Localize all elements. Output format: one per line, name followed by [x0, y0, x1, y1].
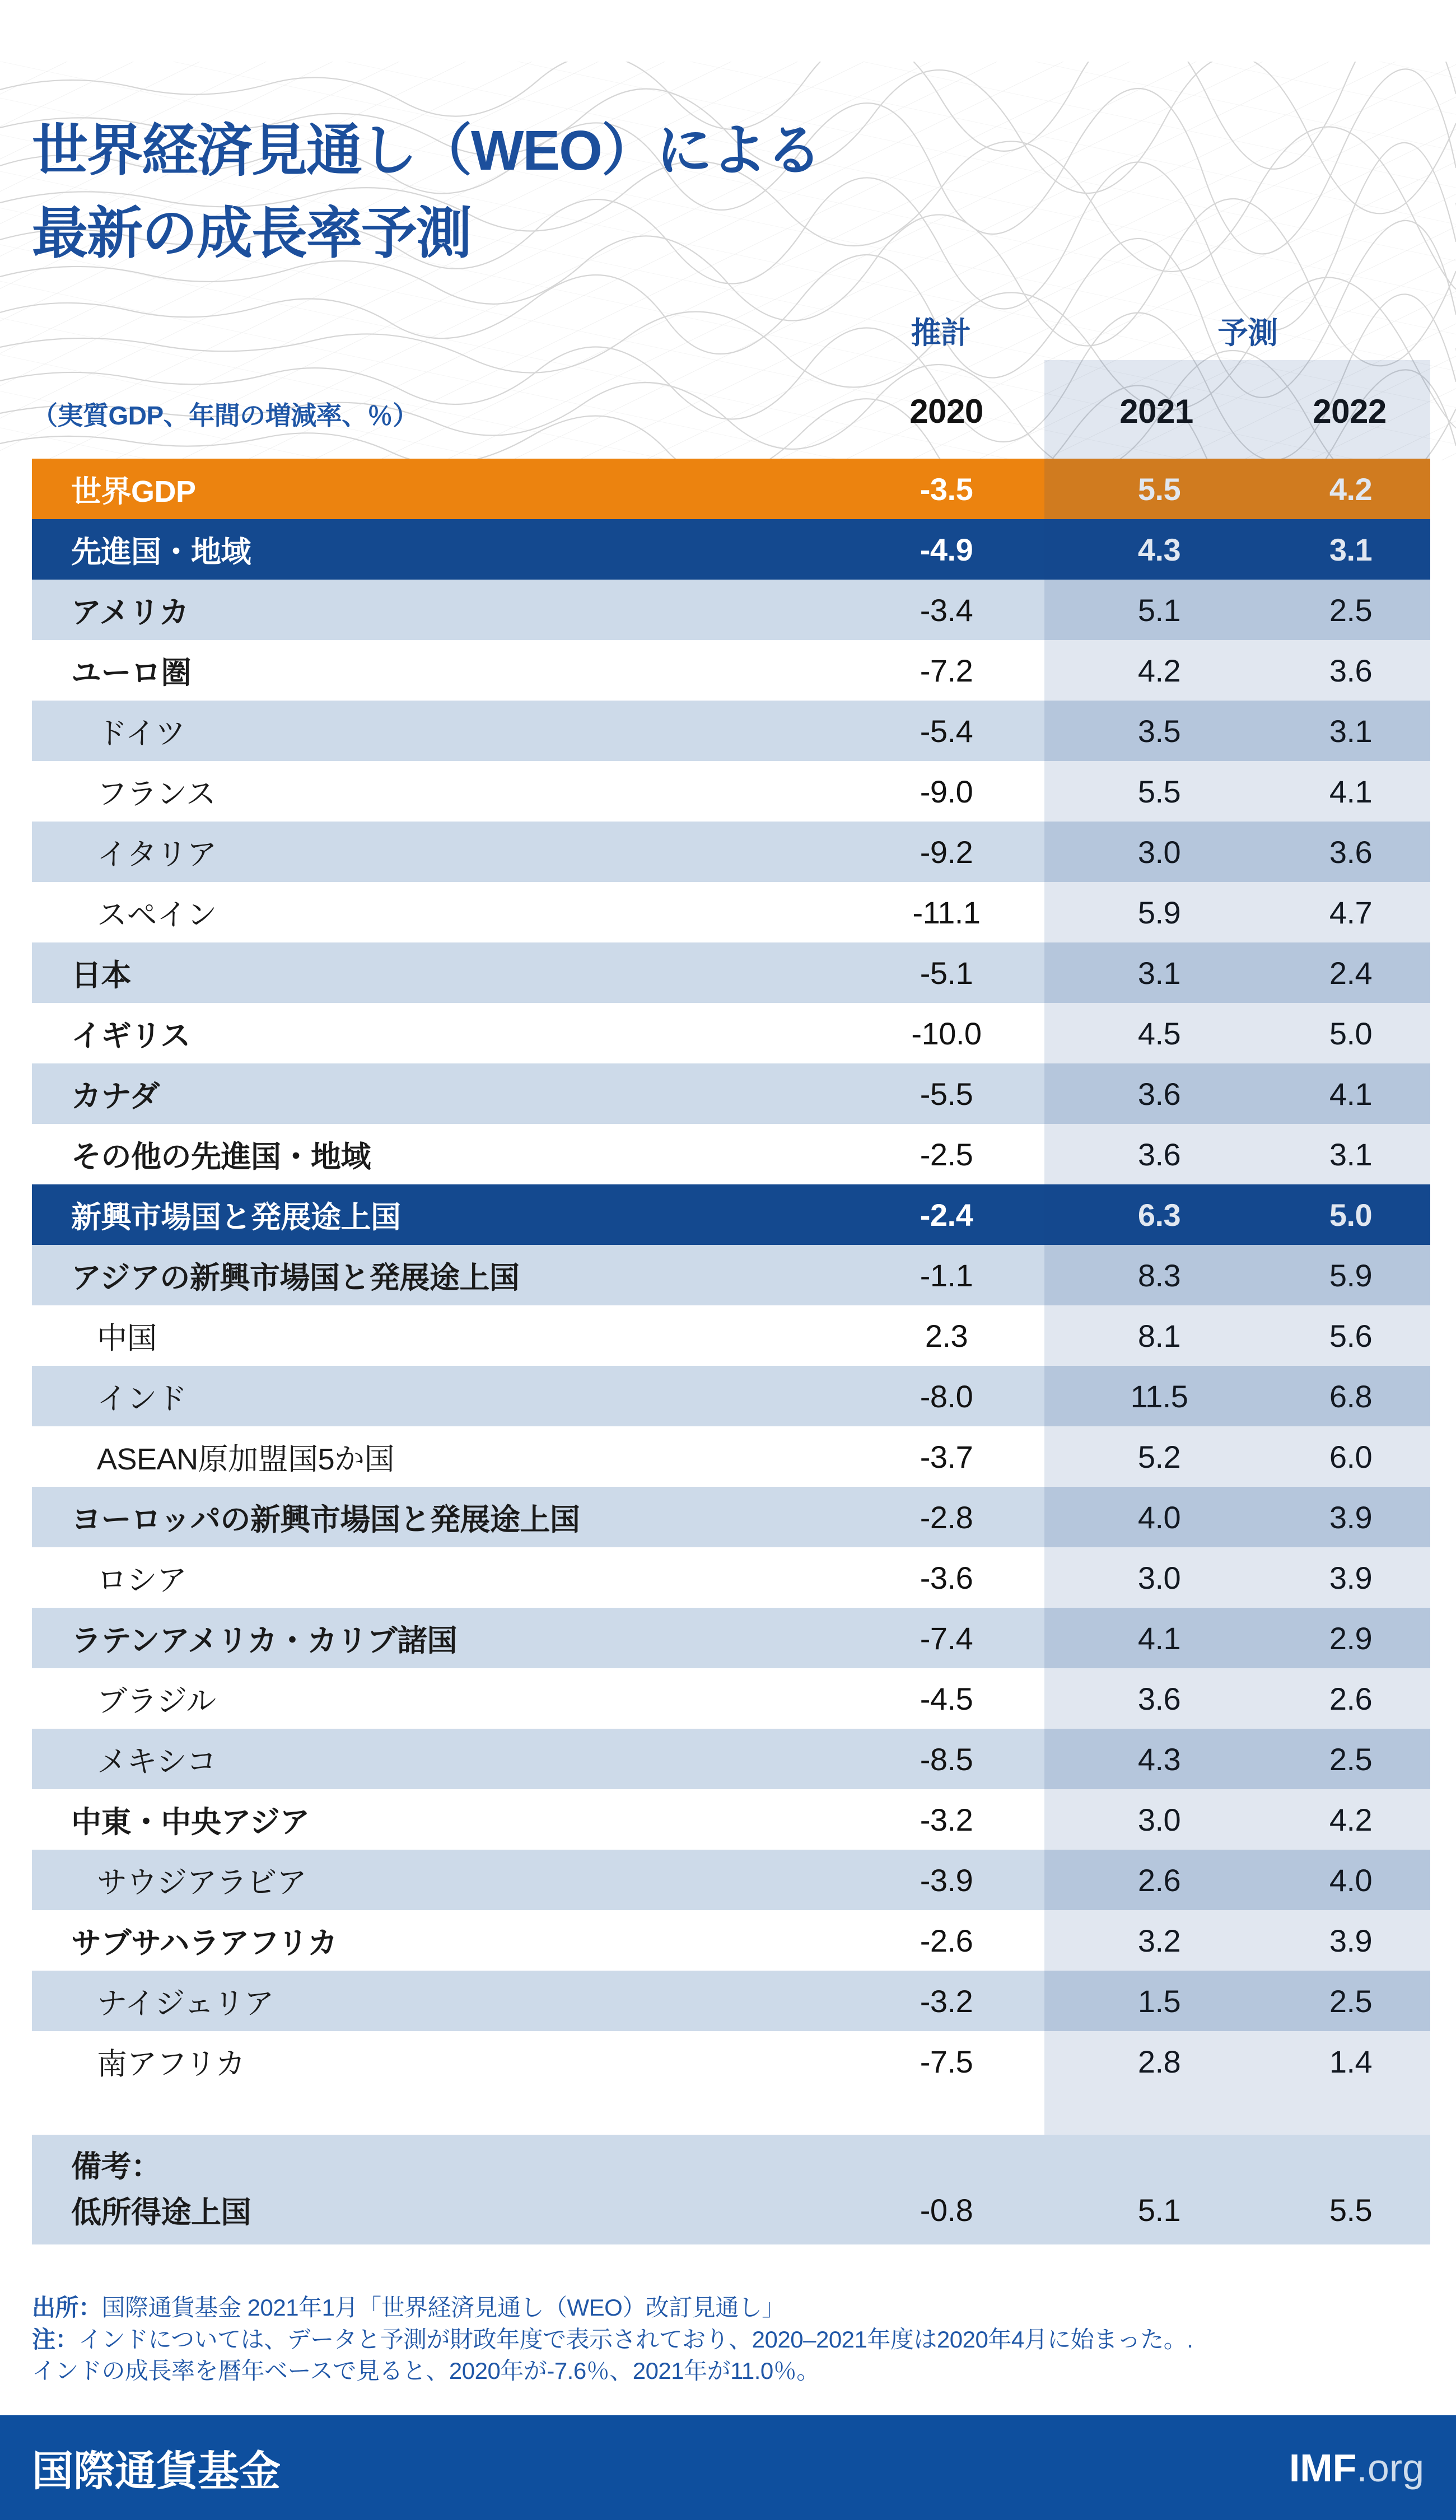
- row-value-2020: -8.5: [920, 1741, 973, 1777]
- row-value-2022: 2.5: [1329, 1741, 1373, 1777]
- row-value-2021: 8.1: [1137, 1318, 1181, 1354]
- table-row: [32, 1789, 1430, 1850]
- table-row: [32, 1547, 1430, 1608]
- row-value-2020: 2.3: [925, 1318, 968, 1354]
- row-value-2022: 6.0: [1329, 1439, 1373, 1474]
- row-value-2020: -3.2: [920, 1802, 973, 1837]
- row-value-2022: 4.0: [1329, 1862, 1373, 1898]
- row-value-2020: -3.5: [920, 471, 973, 507]
- row-value-2020: -5.5: [920, 1076, 973, 1112]
- row-value-2021: 3.5: [1137, 713, 1181, 749]
- footnote-line2: インドの成長率を暦年ベースで見ると、2020年が-7.6％、2021年が11.0％。: [32, 2358, 820, 2384]
- row-value-2020: -7.5: [920, 2043, 973, 2079]
- row-value-2020: -2.4: [920, 1197, 973, 1233]
- row-value-2020: -11.1: [912, 894, 981, 930]
- row-value-2021: 3.1: [1137, 955, 1181, 991]
- row-value-2021: 5.2: [1137, 1439, 1181, 1474]
- row-label: アジアの新興市場国と発展途上国: [71, 1261, 520, 1295]
- page-title: [32, 109, 821, 275]
- footer-bar: [0, 2415, 1456, 2520]
- row-value-2021: 2.6: [1137, 1862, 1181, 1898]
- row-value-2022: 2.5: [1329, 1983, 1373, 2019]
- table-row: [32, 1971, 1430, 2031]
- row-value-2020: -0.8: [920, 2192, 973, 2228]
- row-label: イタリア: [97, 837, 217, 871]
- table-row: [32, 1063, 1430, 1124]
- row-label: サウジアラビア: [97, 1865, 307, 1900]
- table-row: [32, 1366, 1430, 1426]
- unit-note: （実質GDP、年間の増減率、％）: [32, 401, 418, 430]
- row-value-2022: 5.9: [1329, 1257, 1373, 1293]
- brand-imf: IMF: [1289, 2446, 1357, 2490]
- row-value-2022: 3.1: [1329, 713, 1373, 749]
- row-label: アメリカ: [71, 595, 189, 629]
- row-label: ASEAN原加盟国5か国: [97, 1442, 395, 1476]
- source-text: 国際通貨基金 2021年1月「世界経済見通し（WEO）改訂見通し」: [101, 2294, 785, 2321]
- column-group-estimate-label: 推計: [911, 316, 971, 350]
- row-value-2020: -2.8: [920, 1499, 973, 1535]
- india-footnote: [32, 2324, 1421, 2387]
- row-value-2022: 5.0: [1329, 1015, 1373, 1051]
- row-label: フランス: [97, 777, 216, 811]
- row-value-2021: 4.3: [1137, 1741, 1181, 1777]
- row-value-2020: -7.4: [920, 1620, 973, 1656]
- row-label: ドイツ: [97, 716, 185, 750]
- row-value-2022: 5.6: [1329, 1318, 1373, 1354]
- row-value-2022: 5.5: [1329, 2192, 1373, 2228]
- row-value-2021: 1.5: [1137, 1983, 1181, 2019]
- row-value-2021: 3.0: [1137, 834, 1181, 870]
- row-value-2022: 3.1: [1329, 531, 1373, 567]
- row-value-2021: 4.3: [1137, 531, 1181, 567]
- row-value-2021: 11.5: [1130, 1378, 1188, 1414]
- row-value-2022: 2.9: [1329, 1620, 1373, 1656]
- row-value-2020: -5.1: [920, 955, 973, 991]
- table-row: [32, 701, 1430, 761]
- row-value-2022: 2.6: [1329, 1681, 1373, 1716]
- table-row: [32, 459, 1430, 519]
- row-label: 中国: [97, 1321, 157, 1355]
- table-row: [32, 580, 1430, 640]
- row-label: 南アフリカ: [97, 2047, 245, 2081]
- row-value-2021: 3.6: [1137, 1136, 1181, 1172]
- row-value-2022: 4.1: [1329, 1076, 1373, 1112]
- table-row: [32, 1305, 1430, 1366]
- row-label: その他の先進国・地域: [71, 1140, 371, 1174]
- table-rows: [32, 459, 1430, 2092]
- row-value-2021: 5.5: [1137, 773, 1181, 809]
- row-value-2021: 4.0: [1137, 1499, 1181, 1535]
- row-value-2021: 2.8: [1137, 2043, 1181, 2079]
- row-value-2020: -7.2: [920, 652, 973, 688]
- row-label: イギリス: [71, 1019, 190, 1053]
- row-label: 世界GDP: [71, 474, 196, 508]
- row-value-2020: -2.5: [920, 1136, 973, 1172]
- row-value-2020: -3.2: [920, 1983, 973, 2019]
- row-value-2022: 3.9: [1329, 1499, 1373, 1535]
- table-row: [32, 1729, 1430, 1789]
- row-value-2022: 3.6: [1329, 652, 1373, 688]
- row-value-2020: -4.5: [920, 1681, 973, 1716]
- table-row: [32, 1910, 1430, 1971]
- table-row: [32, 1850, 1430, 1910]
- row-value-2020: -1.1: [920, 1257, 973, 1293]
- row-label: メキシコ: [97, 1744, 217, 1779]
- imf-org-name: 国際通貨基金: [32, 2447, 281, 2494]
- row-value-2021: 5.9: [1137, 894, 1181, 930]
- footnote-label: 注：: [32, 2326, 79, 2353]
- column-header-2022: 2022: [1313, 393, 1387, 430]
- row-label: ヨーロッパの新興市場国と発展途上国: [71, 1502, 580, 1537]
- row-label: 新興市場国と発展途上国: [71, 1200, 401, 1234]
- imf-org-brand: [1289, 2446, 1424, 2490]
- row-value-2021: 4.1: [1137, 1620, 1181, 1656]
- column-group-forecast-label: 予測: [1217, 316, 1278, 350]
- row-value-2022: 6.8: [1329, 1378, 1373, 1414]
- brand-org-suffix: .org: [1356, 2446, 1424, 2490]
- row-label: 中東・中央アジア: [71, 1805, 310, 1839]
- row-label: カナダ: [71, 1079, 160, 1113]
- table-row: [32, 822, 1430, 882]
- row-value-2020: -9.0: [920, 773, 973, 809]
- row-value-2020: -3.7: [920, 1439, 973, 1474]
- row-value-2021: 5.1: [1137, 592, 1181, 628]
- row-value-2022: 4.2: [1329, 1802, 1373, 1837]
- row-value-2022: 3.9: [1329, 1922, 1373, 1958]
- table-row: [32, 1184, 1430, 1245]
- table-row: [32, 1245, 1430, 1305]
- row-value-2020: -4.9: [920, 531, 973, 567]
- source-note: [32, 2289, 785, 2323]
- row-value-2021: 6.3: [1137, 1197, 1181, 1233]
- row-value-2020: -5.4: [920, 713, 973, 749]
- row-value-2022: 2.5: [1329, 592, 1373, 628]
- source-label: 出所：: [32, 2294, 102, 2321]
- row-value-2021: 3.6: [1137, 1076, 1181, 1112]
- table-row: [32, 882, 1430, 942]
- footnote-line1: [32, 2324, 1421, 2355]
- row-value-2021: 3.0: [1137, 1560, 1181, 1595]
- row-value-2021: 3.2: [1137, 1922, 1181, 1958]
- row-value-2021: 3.0: [1137, 1802, 1181, 1837]
- row-value-2020: -3.9: [920, 1862, 973, 1898]
- row-value-2022: 5.0: [1329, 1197, 1373, 1233]
- table-row: [32, 1124, 1430, 1184]
- row-label: 低所得途上国: [71, 2195, 251, 2229]
- table-row: [32, 640, 1430, 701]
- row-value-2021: 5.5: [1137, 471, 1181, 507]
- page-title-line1: 世界経済見通し（WEO）による: [32, 119, 821, 182]
- row-label: インド: [97, 1382, 187, 1416]
- row-value-2020: -8.0: [920, 1378, 973, 1414]
- column-header-2020: 2020: [909, 393, 983, 430]
- row-value-2022: 2.4: [1329, 955, 1373, 991]
- memo-block: [32, 2135, 1430, 2244]
- row-value-2020: -10.0: [911, 1015, 982, 1051]
- row-value-2022: 4.7: [1329, 894, 1373, 930]
- table-row: [32, 1608, 1430, 1668]
- row-value-2022: 1.4: [1329, 2043, 1373, 2079]
- row-value-2022: 3.1: [1329, 1136, 1373, 1172]
- row-value-2022: 4.1: [1329, 773, 1373, 809]
- row-label: スペイン: [97, 898, 217, 932]
- row-value-2021: 4.2: [1137, 652, 1181, 688]
- page-title-line2: 最新の成長率予測: [32, 202, 471, 265]
- table-row: [32, 942, 1430, 1003]
- row-label: ユーロ圏: [71, 656, 191, 690]
- table-row: [32, 1668, 1430, 1729]
- row-value-2022: 4.2: [1329, 471, 1373, 507]
- row-value-2021: 8.3: [1137, 1257, 1181, 1293]
- row-value-2020: -9.2: [920, 834, 973, 870]
- row-value-2021: 5.1: [1137, 2192, 1181, 2228]
- table-row: [32, 2182, 1430, 2238]
- table-row: [32, 1487, 1430, 1547]
- row-value-2020: -3.4: [920, 592, 973, 628]
- memo-heading: 備考：: [71, 2149, 161, 2183]
- row-value-2022: 3.6: [1329, 834, 1373, 870]
- table-row: [32, 1003, 1430, 1063]
- row-label: 先進国・地域: [71, 535, 251, 569]
- row-value-2021: 4.5: [1137, 1015, 1181, 1051]
- column-header-2021: 2021: [1119, 393, 1193, 430]
- table-spacer-row: [32, 2092, 1430, 2135]
- row-label: ラテンアメリカ・カリブ諸国: [71, 1623, 458, 1658]
- row-value-2020: -2.6: [920, 1922, 973, 1958]
- row-value-2022: 3.9: [1329, 1560, 1373, 1595]
- table-row: [32, 1426, 1430, 1487]
- row-value-2021: 3.6: [1137, 1681, 1181, 1716]
- row-label: ブラジル: [97, 1684, 216, 1718]
- footnote-line1-text: インドについては、データと予測が財政年度で表示されており、2020–2021年度は2020年4月に始まった。.: [78, 2326, 1193, 2353]
- growth-table: [32, 459, 1430, 2244]
- row-label: 日本: [71, 958, 131, 992]
- table-row: [32, 519, 1430, 580]
- row-value-2020: -3.6: [920, 1560, 973, 1595]
- table-row: [32, 761, 1430, 822]
- row-label: サブサハラアフリカ: [71, 1926, 338, 1960]
- row-label: ナイジェリア: [97, 1986, 274, 2020]
- row-label: ロシア: [97, 1563, 187, 1597]
- table-row: [32, 2031, 1430, 2092]
